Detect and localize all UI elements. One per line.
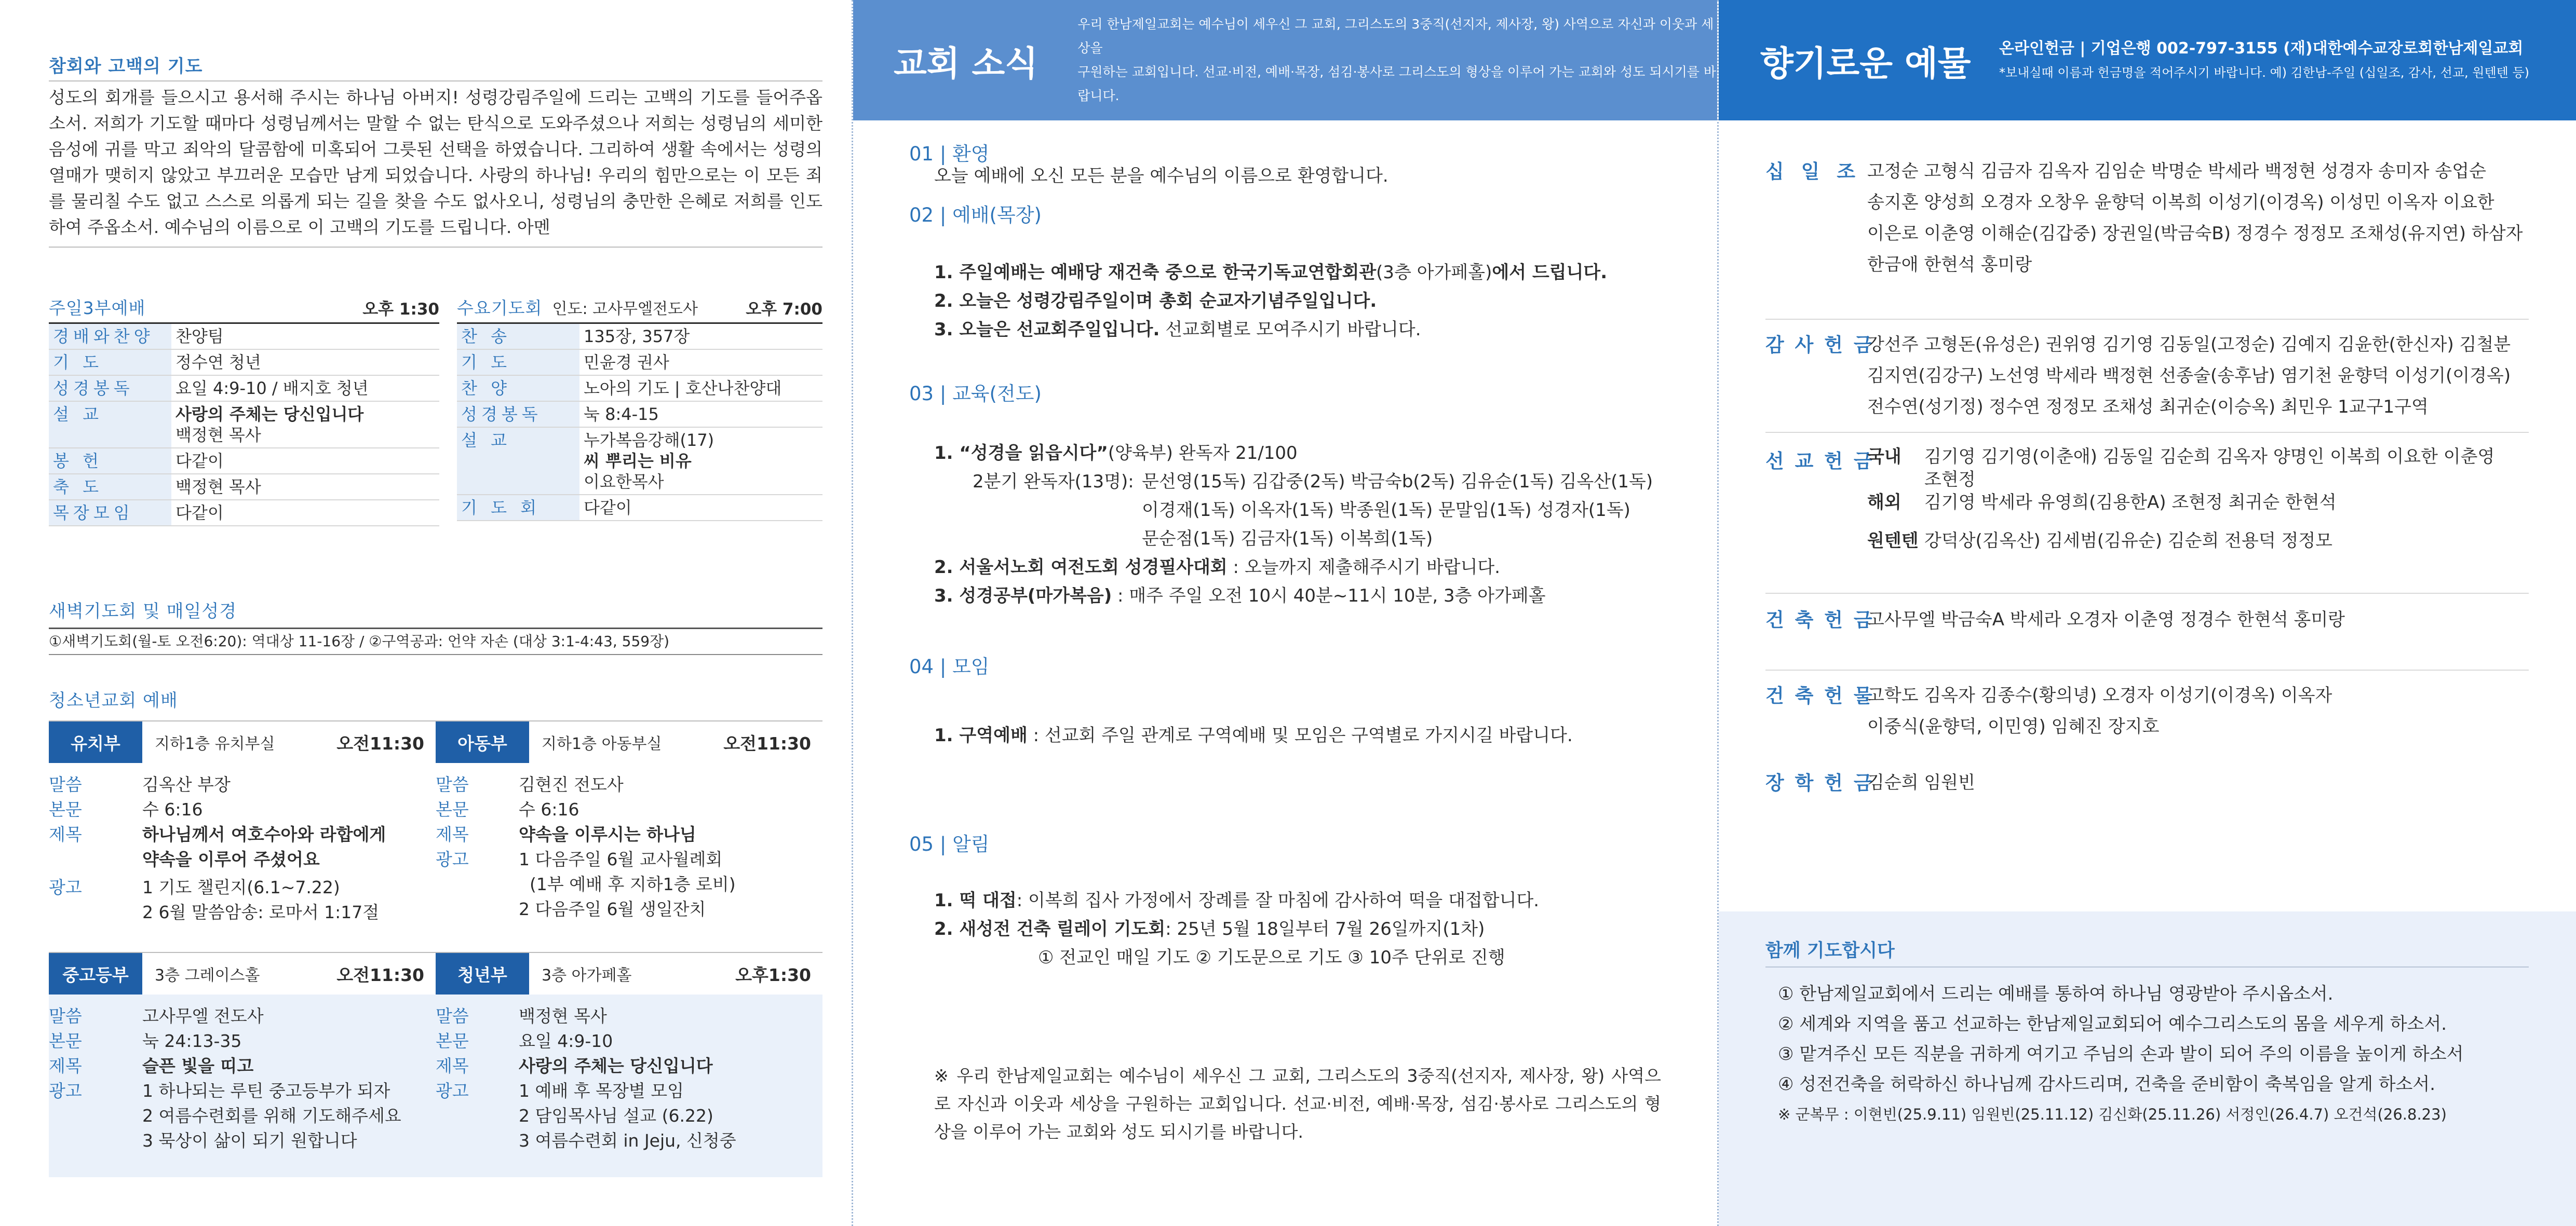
row-key: 광고 [436, 849, 469, 869]
news-item [934, 316, 1421, 344]
name-line: 강덕상(김옥산) 김세범(김유순) 김순희 전용덕 정정모 [1924, 530, 2333, 551]
row-key: 말씀 [436, 1006, 469, 1026]
left-panel [0, 0, 852, 1226]
prayer-section [1719, 911, 2576, 1226]
row-key: 제목 [49, 1056, 82, 1076]
dawn-prayer [49, 597, 822, 655]
military-service: ※ 군복무 : 이현빈(25.9.11) 임원빈(25.11.12) 김신화(25.11.26) 서정인(26.4.7) 오건석(26.8.23) [1778, 1106, 2447, 1123]
notice-line: 1 기도 챌린지(6.1~7.22) [142, 877, 340, 897]
name-line: 한금애 한현석 홍미랑 [1867, 254, 2032, 275]
news-item-text: 1. 구역예배 [934, 725, 1028, 746]
news-item-text: 2. 새성전 건축 릴레이 기도회 [934, 919, 1166, 939]
news-item: 2. 오늘은 성령강림주일이며 총회 순교자기념주일입니다. [934, 291, 1377, 311]
group-time: 오전11:30 [336, 733, 424, 754]
notice-line: 3 묵상이 삶이 되기 원합니다 [142, 1130, 357, 1151]
prayer-list [1778, 979, 2464, 1129]
sunday-key: 성경봉독 [49, 375, 171, 401]
news-worship-heading: 02 | 예배(목장) [909, 204, 1042, 226]
row-key: 제목 [436, 1056, 469, 1076]
wed-val: 눅 8:4-15 [579, 401, 822, 427]
group-tag: 청년부 [436, 953, 529, 995]
news-subitem: 이경재(1독) 이옥자(1독) 박종원(1독) 문말임(1독) 성경자(1독) [1142, 500, 1630, 521]
dawn-text: ①새벽기도회(월-토 오전6:20): 역대상 11-16장 / ②구역공과: 언약 자손 (대상 3:1-4:43, 559장) [49, 633, 670, 650]
notice-line: 2 다음주일 6월 생일잔치 [519, 899, 706, 919]
sunday-title: 주일3부예배 [49, 298, 146, 318]
youth-group-kinder [49, 720, 436, 952]
youth-title: 청소년교회 예배 [49, 690, 178, 711]
news-subitem: ① 전교인 매일 기도 ② 기도문으로 기도 ③ 10주 단위로 진행 [1038, 947, 1505, 968]
wed-val: 135장, 357장 [579, 324, 822, 349]
name-line: 고정순 고형식 김금자 김옥자 김임순 박명순 박세라 백정현 성경자 송미자 송업순 [1867, 161, 2486, 182]
divider [1765, 593, 2529, 594]
news-item [934, 721, 1573, 750]
group-time: 오후1:30 [735, 964, 811, 985]
news-item-text: : 선교회 주일 관계로 구역예배 및 모임은 구역별로 가지시길 바랍니다. [1027, 725, 1573, 746]
row-key: 본문 [49, 799, 82, 820]
news-subitem: 문순점(1독) 김금자(1독) 이복희(1독) [1142, 528, 1433, 549]
sunday-time: 오후 1:30 [362, 300, 439, 319]
news-welcome-heading: 01 | 환영 [909, 143, 990, 165]
wed-preacher: 이요한목사 [584, 472, 664, 492]
sermon-title: 사랑의 주체는 당신입니다 [176, 404, 364, 424]
wednesday-service [457, 295, 822, 521]
row-key: 제목 [436, 824, 469, 844]
row-key: 본문 [436, 1031, 469, 1051]
confession-title: 참회와 고백의 기도 [49, 56, 203, 77]
mission-label: 선 교 헌 금 [1765, 450, 1874, 472]
row-val: 약속을 이루시는 하나님 [519, 824, 696, 844]
news-item [934, 439, 1298, 467]
wed-val: 민윤경 권사 [579, 349, 822, 375]
sunday-key: 설 교 [49, 401, 171, 448]
news-item-text: 3. 성경공부(마가복음) [934, 585, 1112, 606]
notice-line: 1 하나되는 루틴 중고등부가 되자 [142, 1081, 390, 1101]
divider [1765, 432, 2529, 433]
offerings-title: 향기로운 예물 [1760, 43, 1971, 84]
prayer-item: ④ 성전건축을 허락하신 하나님께 감사드리며, 건축을 준비함이 축복임을 알게 하소서. [1778, 1074, 2436, 1095]
divider [1765, 670, 2529, 671]
building-goods-label: 건 축 헌 물 [1765, 685, 1874, 707]
wed-val: 노아의 기도 | 호산나찬양대 [579, 375, 822, 401]
youth-group-young-adults [436, 952, 822, 1177]
sunday-val: 요일 4:9-10 / 배지호 청년 [171, 375, 439, 401]
youth-grid [49, 720, 822, 1177]
news-item-text: 1. 주일예배는 예배당 재건축 중으로 한국기독교연합회관 [934, 262, 1377, 283]
tithe-label: 십 일 조 [1765, 160, 1860, 183]
notice-line: (1부 예배 후 지하1층 로비) [519, 874, 736, 894]
dawn-title: 새벽기도회 및 매일성경 [49, 601, 237, 622]
sunday-key: 축 도 [49, 474, 171, 500]
row-key: 본문 [436, 799, 469, 820]
notice-line: 1 예배 후 목장별 모임 [519, 1081, 684, 1101]
name-line: 송지혼 양성희 오경자 오창우 윤향덕 이복희 이성기(이경옥) 이성민 이옥자 이요한 [1867, 192, 2494, 213]
building-names: 고사무엘 박금숙A 박세라 오경자 이춘영 정경수 한현석 홍미랑 [1867, 609, 2345, 630]
row-key: 광고 [49, 877, 82, 897]
row-val: 사랑의 주체는 당신입니다 [519, 1056, 713, 1076]
name-line: 조현정 [1924, 469, 1976, 490]
row-key: 본문 [49, 1031, 82, 1051]
group-location: 지하1층 유치부실 [155, 735, 275, 753]
row-key: 말씀 [436, 774, 469, 795]
news-item-text: : 매주 주일 오전 10시 40분~11시 10분, 3층 아가페홀 [1112, 585, 1546, 606]
news-title: 교회 소식 [894, 43, 1039, 84]
group-tag: 중고등부 [49, 953, 142, 995]
news-notice-heading: 05 | 알림 [909, 833, 990, 855]
title-line: 하나님께서 여호수아와 라합에게 [142, 824, 386, 844]
news-item [934, 258, 1607, 287]
news-item-text: 선교회별로 모여주시기 바랍니다. [1159, 319, 1421, 340]
sunday-val: 정수연 청년 [171, 349, 439, 375]
divider [1765, 319, 2529, 320]
news-item-text: 에서 드립니다. [1492, 262, 1608, 283]
confession-text: 성도의 회개를 들으시고 용서해 주시는 하나님 아버지! 성령강림주일에 드리는 고백의 기도를 들어주옵소서. 저희가 기도할 때마다 성령님께서는 말할 수 없는 탄식으로 도와주셨으나 저희는 성령님의 세미한 음성에 귀를 막고 죄악의 달콤함에 미혹되어 그릇된 선택을 하였습니다. 그리하여 생활 속에서는 성령의 열매가 맺히지 않았고 부끄러운 모습만 남게 되었습니다. 사랑의 하나님! 우리의 힘만으로는 이 모든 죄를 물리칠 수도 없고 스스로 의롭게 되는 길을 찾을 수도 없사오니, 성령님의 충만한 은혜로 저희를 인도하여 주옵소서. 예수님의 이름으로 이 고백의 기도를 드립니다. 아멘 [49, 87, 822, 237]
news-item-text: : 오늘까지 제출해주시기 바랍니다. [1227, 557, 1501, 578]
news-item [934, 582, 1546, 610]
tithe-names [1867, 156, 2523, 280]
scholarship-label: 장 학 헌 금 [1765, 772, 1874, 794]
sunday-key: 경배와찬양 [49, 324, 171, 349]
sunday-val: 다같이 [171, 448, 439, 474]
wed-key: 기 도 회 [457, 495, 579, 521]
row-val: 고사무엘 전도사 [142, 1006, 264, 1026]
news-item [934, 915, 1485, 943]
church-news-panel [852, 0, 1719, 1226]
name-line: 이중식(윤향덕, 이민영) 임혜진 장지호 [1867, 716, 2160, 737]
row-val: 김현진 전도사 [519, 774, 624, 795]
sunday-service [49, 295, 439, 526]
prayer-title: 함께 기도합시다 [1765, 941, 1895, 961]
wed-series: 누가복음강해(17) [584, 430, 714, 450]
news-subitem: 2분기 완독자(13명): [973, 471, 1134, 492]
mission-sub-label: 국내 [1867, 446, 1901, 467]
wed-key: 찬 양 [457, 375, 579, 401]
youth-worship [49, 686, 822, 712]
notice-line: 1 다음주일 6월 교사월례회 [519, 849, 723, 869]
divider [1765, 966, 2529, 968]
sunday-val: 찬양팀 [171, 324, 439, 349]
name-line: 전수연(성기정) 정수연 정정모 조채성 최귀순(이승옥) 최민우 1교구1구역 [1867, 397, 2429, 417]
sunday-val: 다같이 [171, 500, 439, 526]
preacher: 백정현 목사 [176, 425, 261, 445]
row-val: 눅 24:13-35 [142, 1031, 242, 1051]
row-val: 요일 4:9-10 [519, 1031, 613, 1051]
row-val: 슬픈 빛을 띠고 [142, 1056, 254, 1076]
notice-line: 2 6월 말씀암송: 로마서 1:17절 [142, 902, 380, 922]
name-line: 이은로 이춘영 이해순(김갑중) 장권일(박금숙B) 정경수 정정모 조채성(유지연) 하삼자 [1867, 223, 2523, 244]
row-key: 말씀 [49, 1006, 82, 1026]
mission-sub-label: 원텐텐 [1867, 530, 1919, 551]
news-item-text: : 이복희 집사 가정에서 장례를 잘 마침에 감사하여 떡을 대접합니다. [1016, 890, 1540, 911]
notice-line: 2 여름수련회를 위해 기도해주세요 [142, 1106, 401, 1126]
sunday-key: 목장모임 [49, 500, 171, 526]
wednesday-title: 수요기도회 [457, 298, 543, 318]
group-tag: 유치부 [49, 721, 142, 763]
news-footer: ※ 우리 한남제일교회는 예수님이 세우신 그 교회, 그리스도의 3중직(선지자, 제사장, 왕) 사역으로 자신과 이웃과 세상을 구원하는 교회입니다. 선교·비전, 예배·목장, 섬김·봉사로 그리스도의 형상을 이루어 가는 교회와 성도 되시기를 바랍니다. [934, 1066, 1661, 1142]
building-goods-names [1867, 680, 2332, 742]
news-item [934, 553, 1500, 581]
news-education-heading: 03 | 교육(전도) [909, 383, 1042, 405]
wed-key: 기 도 [457, 349, 579, 375]
wednesday-leader: 인도: 고사무엘전도사 [552, 300, 698, 318]
wednesday-time: 오후 7:00 [746, 300, 822, 319]
thanks-label: 감 사 헌 금 [1765, 334, 1874, 356]
name-line: 김기영 박세라 유영희(김용한A) 조현정 최귀순 한현석 [1924, 492, 2337, 513]
prayer-item: ③ 맡겨주신 모든 직분을 귀하게 여기고 주님의 손과 발이 되어 주의 이름을 높이게 하소서 [1778, 1044, 2464, 1065]
row-val: 김옥산 부장 [142, 774, 231, 795]
news-welcome-text: 오늘 예배에 오신 모든 분을 예수님의 이름으로 환영합니다. [934, 166, 1388, 186]
news-subtitle: 우리 한남제일교회는 예수님이 세우신 그 교회, 그리스도의 3중직(선지자, 제사장, 왕) 사역으로 자신과 이웃과 세상을 [1077, 17, 1714, 56]
building-label: 건 축 헌 금 [1765, 609, 1874, 631]
news-subitem: 문선영(15독) 김갑중(2독) 박금숙b(2독) 김유순(1독) 김옥산(1독) [1142, 471, 1653, 492]
prayer-item: ② 세계와 지역을 품고 선교하는 한남제일교회되어 예수그리스도의 몸을 세우게 하소서. [1778, 1014, 2447, 1034]
group-time: 오전11:30 [336, 964, 424, 985]
mission-sub-label: 해외 [1867, 492, 1901, 513]
sunday-key: 기 도 [49, 349, 171, 375]
row-val: 수 6:16 [519, 799, 579, 820]
account-note: *보내실때 이름과 헌금명을 적어주시기 바랍니다. 예) 김한남-주일 (십일조, 감사, 선교, 원텐텐 등) [1999, 65, 2529, 80]
group-time: 오전11:30 [723, 733, 811, 754]
news-item-text: 3. 오늘은 선교회주일입니다. [934, 319, 1160, 340]
group-location: 3층 그레이스홀 [155, 966, 260, 985]
wed-val: 다같이 [579, 495, 822, 521]
row-key: 광고 [436, 1081, 469, 1101]
news-item-text: (3층 아가페홀) [1376, 262, 1492, 283]
thanks-names [1867, 329, 2511, 423]
mission-names [1867, 445, 2494, 552]
news-item-text: (양육부) 완독자 21/100 [1108, 443, 1298, 464]
notice-line: 2 담임목사님 설교 (6.22) [519, 1106, 713, 1126]
news-item-text: 2. 서울서노회 여전도회 성경필사대회 [934, 557, 1228, 578]
wed-sermon-title: 씨 뿌리는 비유 [584, 451, 692, 471]
notice-line: 3 여름수련회 in Jeju, 신청중 [519, 1130, 736, 1151]
group-location: 지하1층 아동부실 [542, 735, 662, 753]
group-tag: 아동부 [436, 721, 529, 763]
row-val: 수 6:16 [142, 799, 203, 820]
sunday-val: 백정현 목사 [171, 474, 439, 500]
news-item [934, 887, 1539, 915]
row-key: 제목 [49, 824, 82, 844]
news-item-text: 1. “성경을 읽읍시다” [934, 443, 1108, 464]
row-key: 말씀 [49, 774, 82, 795]
name-line: 김기영 김기영(이춘애) 김동일 김순희 김옥자 양명인 이복희 이요한 이춘영 [1924, 446, 2495, 467]
sunday-key: 봉 헌 [49, 448, 171, 474]
prayer-item: ① 한남제일교회에서 드리는 예배를 통하여 하나님 영광받아 주시옵소서. [1778, 984, 2334, 1004]
scholarship-names: 김순희 임원빈 [1867, 772, 1975, 793]
youth-group-children [436, 720, 822, 952]
row-key: 광고 [49, 1081, 82, 1101]
wed-key: 설 교 [457, 427, 579, 495]
news-subtitle: 구원하는 교회입니다. 선교·비전, 예배·목장, 섬김·봉사로 그리스도의 형상을 이루어 가는 교회와 성도 되시기를 바랍니다. [1077, 64, 1717, 103]
wed-key: 성경봉독 [457, 401, 579, 427]
title-line: 약속을 이루어 주셨어요 [142, 849, 320, 869]
news-item-text: : 25년 5월 18일부터 7월 26일까지(1차) [1165, 919, 1485, 939]
row-val: 백정현 목사 [519, 1006, 607, 1026]
name-line: 강선주 고형돈(유성은) 권위영 김기영 김동일(고정순) 김예지 김윤한(한신자) 김철분 [1867, 334, 2511, 355]
news-meeting-heading: 04 | 모임 [909, 656, 990, 678]
name-line: 고학도 김옥자 김종수(황의녕) 오경자 이성기(이경옥) 이옥자 [1867, 685, 2332, 706]
name-line: 김지연(김강구) 노선영 박세라 백정현 선종술(송후남) 염기천 윤향덕 이성기(이경옥) [1867, 365, 2511, 386]
news-item-text: 1. 떡 대접 [934, 890, 1017, 911]
offerings-panel [1719, 0, 2576, 1226]
group-location: 3층 아가페홀 [542, 966, 632, 985]
offerings-header [1719, 0, 2576, 120]
youth-group-middlehigh [49, 952, 436, 1177]
news-header [853, 0, 1717, 120]
online-account: 온라인헌금 | 기업은행 002-797-3155 (재)대한예수교장로회한남제일교회 [1999, 39, 2524, 58]
wed-key: 찬 송 [457, 324, 579, 349]
